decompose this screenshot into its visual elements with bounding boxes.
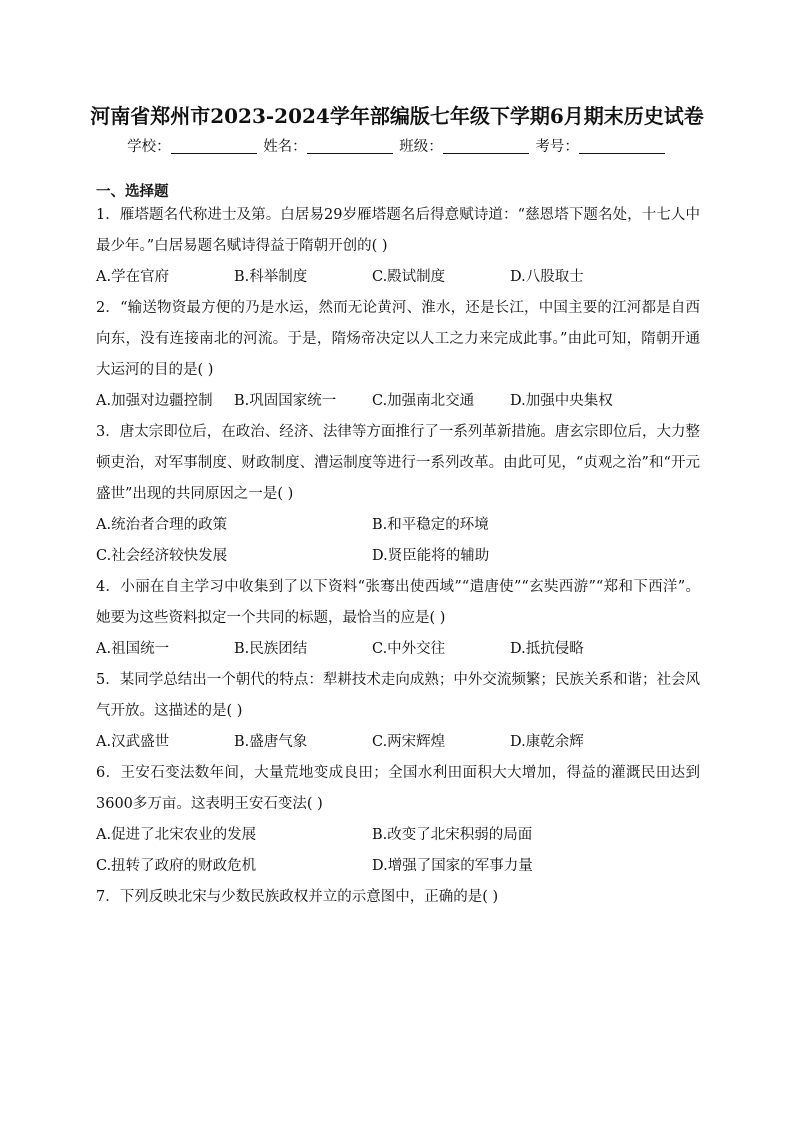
exam-number-blank[interactable] xyxy=(579,153,665,154)
question-4-option-b[interactable]: B.民族团结 xyxy=(234,641,308,657)
question-1-option-b[interactable]: B.科举制度 xyxy=(234,269,308,285)
question-4-stem: 4．小丽在自主学习中收集到了以下资料“张骞出使西域”“遣唐使”“玄奘西游”“郑和下西洋”。她要为这些资料拟定一个共同的标题，最恰当的应是( ) xyxy=(96,579,700,626)
question-6-option-b[interactable]: B.改变了北宋积弱的局面 xyxy=(372,827,533,843)
school-label: 学校： xyxy=(127,139,171,155)
question-2-option-b[interactable]: B.巩固国家统一 xyxy=(234,393,337,409)
question-1-stem: 1．雁塔题名代称进士及第。白居易29岁雁塔题名后得意赋诗道：“慈恩塔下题名处，十七人中最少年。”白居易题名赋诗得益于隋朝开创的( ) xyxy=(96,207,700,254)
question-6-options-row-2 xyxy=(96,851,700,882)
question-3-options-row-2 xyxy=(96,541,700,572)
question-3-option-b[interactable]: B.和平稳定的环境 xyxy=(372,517,489,533)
class-label: 班级： xyxy=(399,139,443,155)
student-info-line xyxy=(0,137,794,157)
question-list xyxy=(96,200,700,913)
question-5-option-c[interactable]: C.两宋辉煌 xyxy=(372,734,446,750)
question-1-option-d[interactable]: D.八股取士 xyxy=(510,269,584,285)
question-4-options xyxy=(96,634,700,665)
question-6-option-d[interactable]: D.增强了国家的军事力量 xyxy=(372,858,533,874)
question-7-stem: 7．下列反映北宋与少数民族政权并立的示意图中，正确的是( ) xyxy=(96,889,499,905)
question-3-option-d[interactable]: D.贤臣能将的辅助 xyxy=(372,548,490,564)
question-2-option-a[interactable]: A.加强对边疆控制 xyxy=(96,393,213,409)
question-6-option-c[interactable]: C.扭转了政府的财政危机 xyxy=(96,858,257,874)
question-4-option-a[interactable]: A.祖国统一 xyxy=(96,641,170,657)
question-5-option-b[interactable]: B.盛唐气象 xyxy=(234,734,308,750)
question-1-options xyxy=(96,262,700,293)
question-4-option-d[interactable]: D.抵抗侵略 xyxy=(510,641,584,657)
class-blank[interactable] xyxy=(443,153,529,154)
question-6-stem: 6．王安石变法数年间，大量荒地变成良田；全国水利田面积大大增加，得益的灌溉民田达到3600多万亩。这表明王安石变法( ) xyxy=(96,765,700,812)
question-2-stem: 2．“输送物资最方便的乃是水运，然而无论黄河、淮水，还是长江，中国主要的江河都是自西向东，没有连接南北的河流。于是，隋炀帝决定以人工之力来完成此事。”由此可知，隋朝开通大运河的目的是( ) xyxy=(96,300,700,378)
question-6-option-a[interactable]: A.促进了北宋农业的发展 xyxy=(96,827,257,843)
question-2-options xyxy=(96,386,700,417)
name-label: 姓名： xyxy=(263,139,307,155)
question-3-stem: 3．唐太宗即位后，在政治、经济、法律等方面推行了一系列革新措施。唐玄宗即位后，大力整顿吏治，对军事制度、财政制度、漕运制度等进行一系列改革。由此可见，“贞观之治”和“开元盛世”出现的共同原因之一是( ) xyxy=(96,424,700,502)
exam-title: 河南省郑州市2023-2024学年部编版七年级下学期6月期末历史试卷 xyxy=(90,104,704,128)
question-5-stem: 5．某同学总结出一个朝代的特点：犁耕技术走向成熟；中外交流频繁；民族关系和谐；社会风气开放。这描述的是( ) xyxy=(96,672,700,719)
question-6-options-row-1 xyxy=(96,820,700,851)
question-5-options xyxy=(96,727,700,758)
question-4-option-c[interactable]: C.中外交往 xyxy=(372,641,446,657)
school-blank[interactable] xyxy=(171,153,257,154)
question-2-option-d[interactable]: D.加强中央集权 xyxy=(510,393,613,409)
question-1-option-c[interactable]: C.殿试制度 xyxy=(372,269,446,285)
question-5-option-a[interactable]: A.汉武盛世 xyxy=(96,734,170,750)
question-3-option-c[interactable]: C.社会经济较快发展 xyxy=(96,548,228,564)
question-2-option-c[interactable]: C.加强南北交通 xyxy=(372,393,475,409)
question-5-option-d[interactable]: D.康乾余辉 xyxy=(510,734,584,750)
question-3-options-row-1 xyxy=(96,510,700,541)
name-blank[interactable] xyxy=(307,153,393,154)
question-3-option-a[interactable]: A.统治者合理的政策 xyxy=(96,517,228,533)
exam-number-label: 考号： xyxy=(535,139,579,155)
question-1-option-a[interactable]: A.学在官府 xyxy=(96,269,170,285)
section-title: 一、选择题 xyxy=(96,183,169,200)
